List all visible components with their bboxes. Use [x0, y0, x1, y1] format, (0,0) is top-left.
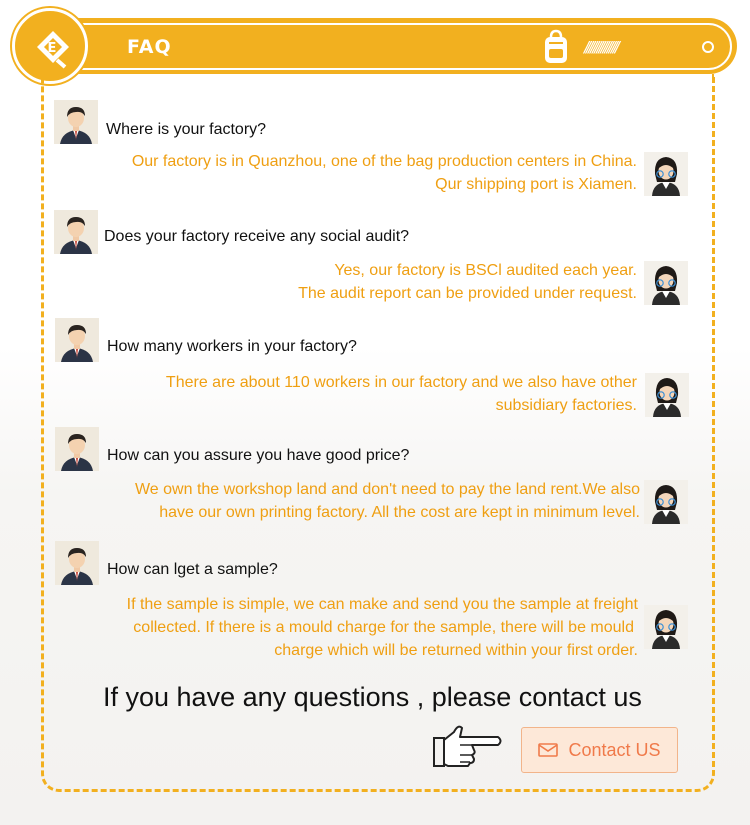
- faq-answer-line: Qur shipping port is Xiamen.: [435, 176, 637, 193]
- svg-text:E: E: [47, 41, 57, 56]
- faq-question: How many workers in your factory?: [107, 338, 357, 355]
- male-avatar: [54, 210, 98, 254]
- faq-answer-line: If the sample is simple, we can make and send you the sample at freight: [126, 596, 638, 613]
- faq-question: How can lget a sample?: [107, 561, 278, 578]
- header-stripes: ////////////////: [584, 38, 617, 56]
- frame-corner: [41, 72, 44, 82]
- female-avatar: [644, 480, 688, 524]
- male-avatar: [55, 541, 99, 585]
- e-brand-logo-icon: [12, 8, 88, 84]
- faq-answer-line: have our own printing factory. All the cost are kept in minimum level.: [159, 504, 640, 521]
- faq-answer-line: The audit report can be provided under request.: [298, 285, 637, 302]
- female-avatar: [644, 605, 688, 649]
- page-title: FAQ: [127, 36, 172, 58]
- faq-question: How can you assure you have good price?: [107, 447, 410, 464]
- backpack-icon: [542, 29, 570, 65]
- male-avatar: [54, 100, 98, 144]
- faq-question: Does your factory receive any social audit?: [104, 228, 410, 245]
- male-avatar: [55, 318, 99, 362]
- faq-answer-line: Yes, our factory is BSCl audited each year.: [334, 262, 637, 279]
- faq-answer-line: charge which will be returned within your first order.: [274, 642, 638, 659]
- contact-us-button[interactable]: [521, 727, 678, 773]
- faq-answer-line: collected. If there is a mould charge for the sample, there will be mould: [133, 619, 634, 636]
- contact-us-label: Contact US: [568, 739, 661, 760]
- faq-answer-line: subsidiary factories.: [495, 397, 637, 414]
- female-avatar: [644, 261, 688, 305]
- header-ring-icon: [702, 41, 714, 53]
- female-avatar: [644, 152, 688, 196]
- envelope-icon: [538, 743, 558, 757]
- faq-answer-line: There are about 110 workers in our factory and we also have other: [165, 374, 637, 391]
- faq-answer-line: We own the workshop land and don't need to pay the land rent.We also: [134, 481, 640, 498]
- faq-question: Where is your factory?: [106, 121, 267, 138]
- female-avatar: [645, 373, 689, 417]
- male-avatar: [55, 427, 99, 471]
- pointing-hand-icon: [430, 720, 504, 772]
- contact-prompt: If you have any questions , please contact us: [103, 682, 642, 712]
- faq-answer-line: Our factory is in Quanzhou, one of the bag production centers in China.: [131, 153, 637, 170]
